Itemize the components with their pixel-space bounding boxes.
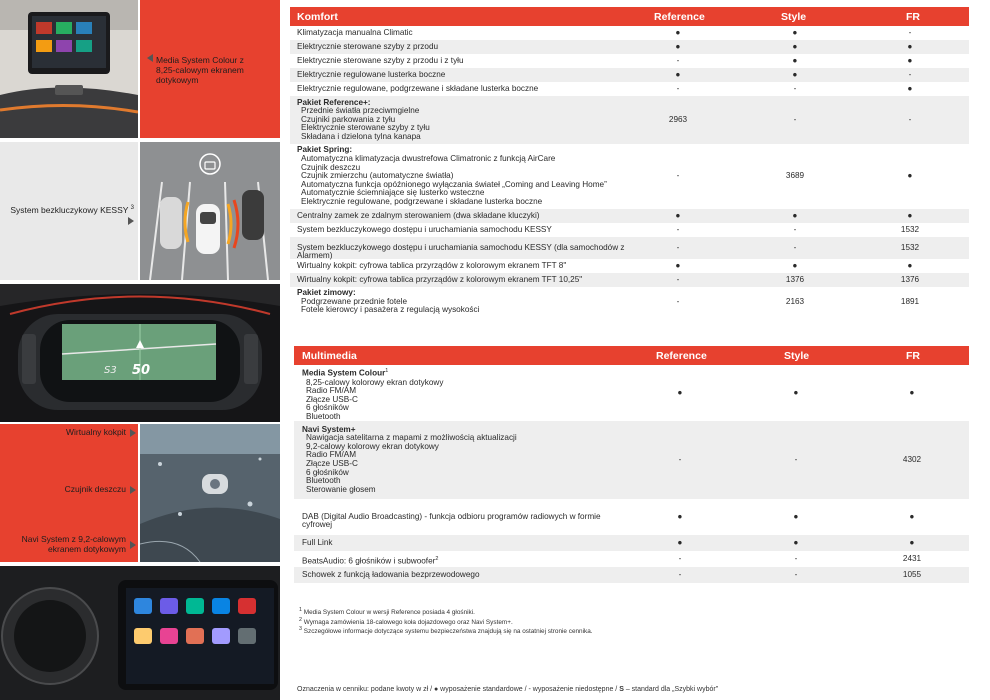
multimedia-title: Multimedia (302, 350, 357, 362)
multimedia-cell-fr: 1055 (902, 569, 922, 579)
multimedia-row-label (302, 426, 622, 495)
media-caption-panel (140, 0, 280, 138)
legend-prefix: Oznaczenia w cenniku: podane kwoty w zł / (297, 686, 433, 693)
navi-system-photo (0, 566, 280, 700)
multimedia-row-title: BeatsAudio: 6 głośników i subwoofer (302, 556, 436, 566)
rain-sensor-photo (140, 424, 280, 562)
komfort-row-title: Pakiet zimowy: (297, 288, 356, 298)
multimedia-cell-style: - (794, 454, 798, 464)
komfort-row-subitem: Przednie światła przeciwmgielne (301, 106, 420, 116)
komfort-cell-style: 3689 (785, 171, 805, 180)
multimedia-row-subitem: Bluetooth (306, 411, 341, 421)
multimedia-row (294, 421, 969, 499)
komfort-cell-style: ● (792, 27, 798, 37)
komfort-cell-style: ● (792, 260, 798, 270)
footnote-3 (299, 626, 593, 636)
multimedia-row-label (302, 539, 622, 548)
komfort-cell-fr: 1532 (900, 242, 920, 252)
komfort-cell-fr: ● (907, 55, 913, 65)
caption-navi-system (8, 534, 126, 554)
caption-media-system: Media System Colour z 8,25-calowym ekranem dotykowym (156, 55, 244, 85)
komfort-cell-fr: 1376 (900, 274, 920, 284)
multimedia-row-title: Navi System+ (302, 424, 356, 434)
multimedia-row-label (302, 367, 622, 421)
komfort-row (290, 40, 969, 54)
left-image-column (0, 0, 280, 700)
cockpit-speed: 50 (132, 363, 151, 378)
caption-virtual-cockpit-text: Wirtualny kokpit (66, 427, 126, 437)
komfort-row-title: Centralny zamek ze zdalnym sterowaniem (dwa składane kluczyki) (297, 210, 540, 220)
cockpit-rain-navi-caption-panel (0, 424, 138, 562)
caption-arrow-icon (128, 217, 134, 225)
komfort-row-title: Wirtualny kokpit: cyfrowa tablica przyrządów z kolorowym ekranem TFT 8" (297, 260, 567, 270)
multimedia-cell-style: ● (793, 537, 799, 547)
multimedia-row-title: Full Link (302, 537, 333, 547)
komfort-row (290, 273, 969, 287)
multimedia-row-subitem: Nawigacja satelitarna z mapami z możliwością aktualizacji (306, 433, 517, 443)
komfort-row-subitem: Czujniki parkowania z tyłu (301, 114, 396, 124)
caption-arrow-icon (147, 54, 153, 62)
cockpit-gear: S3 (104, 365, 117, 376)
multimedia-cell-fr: 4302 (902, 454, 922, 464)
komfort-col-fr: FR (906, 11, 920, 23)
multimedia-row-subitem: Sterowanie głosem (306, 484, 376, 494)
komfort-row-subitem: Podgrzewane przednie fotele (301, 296, 408, 306)
komfort-row-subitem: Elektrycznie sterowane szyby z tyłu (301, 123, 430, 133)
komfort-cell-fr: 1891 (900, 296, 920, 306)
footnote-3-text: Szczegółowe informacje dotyczące systemu bezpieczeństwa znajdują się na ostatniej stronie cennika. (303, 628, 593, 636)
komfort-cell-fr: - (908, 69, 912, 79)
legend-s: S (619, 686, 624, 693)
legend-s-text: – standard dla „Szybki wybór” (625, 686, 719, 693)
komfort-row-label (297, 289, 627, 315)
komfort-cell-reference: ● (675, 27, 681, 37)
multimedia-row-subitem: Bluetooth (306, 476, 341, 486)
caption-arrow-icon (130, 486, 136, 494)
komfort-row (290, 144, 969, 209)
komfort-cell-style: - (793, 83, 797, 93)
komfort-cell-reference: ● (675, 260, 681, 270)
footnote-2 (299, 617, 593, 627)
footnote-2-number: 2 (299, 616, 302, 623)
multimedia-row (294, 535, 969, 551)
komfort-row (290, 68, 969, 82)
komfort-cell-reference: ● (675, 69, 681, 79)
caption-arrow-icon (130, 541, 136, 549)
komfort-row-subitem: Fotele kierowcy i pasażera z regulacją wysokości (301, 305, 480, 315)
caption-kessy-sup: 3 (130, 205, 134, 211)
multimedia-row-sup: 1 (385, 368, 389, 375)
komfort-row-title: Elektrycznie regulowane, podgrzewane i składane lusterka boczne (297, 83, 539, 93)
multimedia-cell-style: ● (793, 511, 799, 521)
caption-kessy-text: System bezkluczykowy KESSY (10, 204, 129, 215)
komfort-row-title: Elektrycznie sterowane szyby z przodu (297, 41, 439, 51)
komfort-row (290, 26, 969, 40)
komfort-row (290, 96, 969, 144)
komfort-title: Komfort (297, 11, 338, 23)
komfort-cell-style: - (793, 242, 797, 252)
komfort-row-subitem: Składana i dzielona tylna kanapa (301, 131, 421, 141)
multimedia-row-subitem: 6 głośników (306, 467, 349, 477)
komfort-cell-reference: - (676, 296, 680, 306)
multimedia-cell-reference: ● (677, 537, 683, 547)
komfort-row (290, 209, 969, 223)
komfort-row-subitem: Automatyczna klimatyzacja dwustrefowa Climatronic z funkcją AirCare (301, 153, 556, 163)
komfort-row-subitem: Czujnik deszczu (301, 162, 361, 172)
multimedia-row-subitem: Radio FM/AM (306, 386, 357, 396)
multimedia-cell-style: - (794, 553, 798, 563)
virtual-cockpit-photo (0, 284, 280, 422)
komfort-cell-fr: ● (907, 210, 913, 220)
komfort-table-body (290, 26, 969, 317)
komfort-cell-reference: - (676, 242, 680, 252)
multimedia-col-reference: Reference (656, 350, 707, 362)
komfort-cell-style: 2163 (785, 296, 805, 306)
multimedia-row-subitem: 6 głośników (306, 403, 349, 413)
komfort-row-label (297, 71, 627, 80)
footnotes (299, 607, 593, 636)
multimedia-row-subitem: Złącze USB-C (306, 394, 358, 404)
multimedia-row-sup: 2 (435, 555, 439, 562)
multimedia-cell-reference: - (678, 569, 682, 579)
footnote-1-number: 1 (299, 607, 302, 613)
komfort-row (290, 54, 969, 68)
komfort-row-title: Elektrycznie sterowane szyby z przodu i z tyłu (297, 55, 464, 65)
caption-virtual-cockpit (6, 427, 136, 437)
komfort-cell-reference: - (676, 274, 680, 284)
footnote-1 (299, 607, 593, 617)
multimedia-row-title: Media System Colour (302, 368, 386, 378)
multimedia-cell-fr: ● (909, 511, 915, 521)
komfort-cell-style: ● (792, 41, 798, 51)
caption-arrow-icon (130, 429, 136, 437)
multimedia-row (294, 567, 969, 583)
multimedia-row (294, 365, 969, 421)
komfort-row-label (297, 226, 627, 235)
komfort-row-subitem: Elektrycznie regulowane, podgrzewane i składane lusterka boczne (301, 196, 543, 206)
komfort-cell-fr: ● (907, 83, 913, 93)
komfort-cell-reference: - (676, 83, 680, 93)
footnote-2-text: Wymaga zamówienia 18-calowego koła dojazdowego oraz Navi System+. (303, 618, 513, 626)
komfort-row-label (297, 99, 627, 142)
multimedia-col-style: Style (784, 350, 810, 362)
komfort-row (290, 259, 969, 273)
komfort-cell-style: - (793, 224, 797, 234)
footnote-3-number: 3 (299, 626, 302, 633)
multimedia-row-subitem: Złącze USB-C (306, 458, 358, 468)
komfort-table (290, 7, 969, 317)
komfort-row-label (297, 43, 627, 52)
caption-rain-sensor-text: Czujnik deszczu (64, 484, 126, 494)
caption-rain-sensor (6, 484, 136, 494)
komfort-row-label (297, 146, 627, 206)
rain-sensor-illustration (140, 424, 280, 562)
multimedia-row-label (302, 571, 622, 580)
komfort-row-label (297, 29, 627, 38)
komfort-cell-reference: ● (675, 41, 681, 51)
kessy-caption-panel (0, 142, 138, 280)
komfort-row-title: Klimatyzacja manualna Climatic (297, 27, 413, 37)
komfort-row-title: Pakiet Reference+: (297, 97, 371, 107)
multimedia-row-subitem: 8,25-calowy kolorowy ekran dotykowy (306, 377, 444, 387)
cockpit-illustration (0, 284, 280, 422)
multimedia-row-label (302, 555, 622, 566)
komfort-cell-style: ● (792, 55, 798, 65)
media-system-photo (0, 0, 138, 138)
komfort-cell-style: - (793, 114, 797, 124)
komfort-cell-fr: - (908, 27, 912, 37)
komfort-row-subitem: Czujnik zmierzchu (automatyczne światła) (301, 171, 454, 181)
komfort-cell-style: ● (792, 210, 798, 220)
komfort-cell-reference: ● (675, 210, 681, 220)
multimedia-table (294, 346, 969, 583)
komfort-row-label (297, 57, 627, 66)
komfort-col-reference: Reference (654, 11, 705, 23)
komfort-row-title: Elektrycznie regulowane lusterka boczne (297, 69, 446, 79)
multimedia-cell-reference: - (678, 553, 682, 563)
multimedia-cell-reference: ● (677, 387, 683, 397)
komfort-table-header (290, 7, 969, 26)
multimedia-row (294, 499, 969, 535)
price-legend (297, 686, 718, 693)
komfort-row-subitem: Automatyczna funkcja opóźnionego wyłączania świateł „Coming and Leaving Home” (301, 179, 607, 189)
multimedia-cell-fr: 2431 (902, 553, 922, 563)
legend-dash: - (528, 686, 531, 693)
komfort-row (290, 82, 969, 96)
legend-unavailable: wyposażenie niedostępne / (532, 686, 618, 693)
multimedia-row-title: DAB (Digital Audio Broadcasting) - funkcja odbioru programów radiowych w formie cyfrowej (302, 511, 601, 530)
multimedia-cell-fr: ● (909, 537, 915, 547)
komfort-row (290, 237, 969, 259)
legend-dot: ● (433, 686, 439, 693)
parking-sensor-photo (140, 142, 280, 280)
komfort-cell-reference: - (676, 55, 680, 65)
komfort-cell-reference: 2963 (668, 114, 688, 124)
multimedia-cell-reference: - (678, 454, 682, 464)
komfort-row (290, 223, 969, 237)
komfort-cell-fr: - (908, 114, 912, 124)
komfort-cell-fr: 1532 (900, 224, 920, 234)
media-system-illustration (0, 0, 138, 138)
multimedia-table-header (294, 346, 969, 365)
legend-standard: wyposażenie standardowe / (440, 686, 527, 693)
komfort-cell-fr: ● (907, 260, 913, 270)
multimedia-cell-style: ● (793, 387, 799, 397)
multimedia-row-label (302, 513, 622, 530)
navi-illustration (0, 566, 280, 700)
multimedia-cell-style: - (794, 569, 798, 579)
parking-illustration (140, 142, 280, 280)
komfort-row-title: System bezkluczykowego dostępu i uruchamiania samochodu KESSY (297, 224, 552, 234)
komfort-cell-style: ● (792, 69, 798, 79)
multimedia-table-body (294, 365, 969, 583)
multimedia-row (294, 551, 969, 567)
footnote-1-text: Media System Colour w wersji Reference posiada 4 głośniki. (303, 609, 475, 617)
komfort-row-title: Pakiet Spring: (297, 145, 353, 155)
komfort-cell-fr: ● (907, 171, 913, 180)
komfort-row-label (297, 85, 627, 94)
caption-kessy (0, 203, 138, 225)
komfort-cell-reference: - (676, 224, 680, 234)
komfort-row-subitem: Automatycznie ściemniające się lusterko wsteczne (301, 188, 485, 198)
komfort-row-label (297, 262, 627, 271)
komfort-row-label (297, 276, 627, 285)
komfort-row-label (297, 212, 627, 221)
komfort-cell-style: 1376 (785, 274, 805, 284)
multimedia-row-title: Schowek z funkcją ładowania bezprzewodowego (302, 569, 480, 579)
multimedia-cell-fr: ● (909, 387, 915, 397)
multimedia-row-subitem: Radio FM/AM (306, 450, 357, 460)
caption-navi-system-text: Navi System z 9,2-calowym ekranem dotykowym (21, 534, 126, 554)
komfort-row-title: Wirtualny kokpit: cyfrowa tablica przyrządów z kolorowym ekranem TFT 10,25" (297, 274, 583, 284)
multimedia-row-subitem: 9,2-calowy kolorowy ekran dotykowy (306, 441, 439, 451)
multimedia-col-fr: FR (906, 350, 920, 362)
komfort-row-title: System bezkluczykowego dostępu i uruchamiania samochodu KESSY (dla samochodów z Alarmem) (297, 242, 625, 261)
komfort-cell-fr: ● (907, 41, 913, 51)
multimedia-cell-reference: ● (677, 511, 683, 521)
komfort-cell-reference: - (676, 171, 680, 180)
komfort-col-style: Style (781, 11, 807, 23)
komfort-row (290, 287, 969, 317)
